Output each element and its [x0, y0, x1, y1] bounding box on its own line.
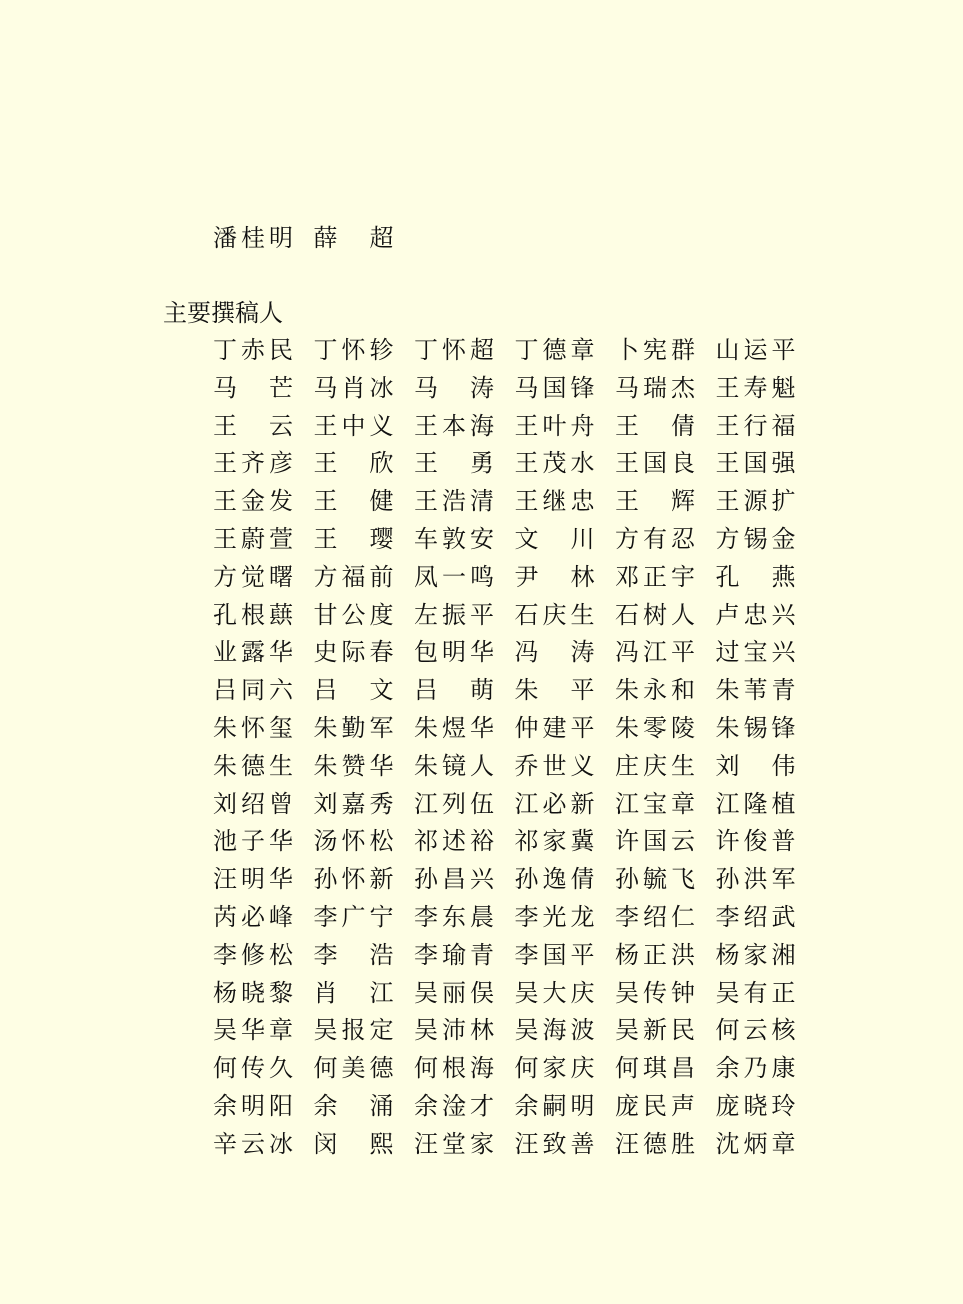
author-name: 朱德生	[213, 751, 293, 780]
author-name: 尹林	[514, 562, 595, 591]
author-name: 余嗣明	[514, 1092, 595, 1120]
author-name: 李修松	[213, 940, 293, 969]
author-name: 许俊普	[715, 827, 796, 856]
author-name: 吴有正	[715, 978, 796, 1007]
author-name: 肖江	[313, 978, 394, 1007]
author-name: 王国强	[715, 449, 796, 478]
author-name: 何琪昌	[615, 1054, 695, 1083]
author-name: 何美德	[313, 1054, 394, 1083]
author-name: 王行福	[715, 411, 796, 440]
author-name: 杨正洪	[615, 940, 695, 969]
author-name: 吕同六	[213, 676, 293, 705]
author-name: 何根海	[414, 1054, 494, 1083]
author-name: 文川	[514, 525, 595, 553]
author-name: 王继忠	[514, 487, 595, 516]
author-name: 山运平	[715, 336, 796, 364]
author-name: 吴传钟	[615, 978, 695, 1007]
author-name: 左振平	[414, 600, 494, 629]
author-name: 丁怀轸	[313, 336, 394, 364]
author-name: 卜宪群	[615, 336, 695, 364]
author-name: 庞民声	[615, 1092, 695, 1120]
author-name: 王中义	[313, 411, 394, 440]
author-name: 马芒	[213, 373, 293, 402]
author-name: 吴沛林	[414, 1016, 494, 1045]
author-name: 石庆生	[514, 600, 595, 629]
author-name: 方福前	[313, 562, 394, 591]
author-name: 王源扩	[715, 487, 796, 516]
author-name: 王勇	[414, 449, 494, 478]
author-name: 李瑜青	[414, 940, 494, 969]
author-name: 汪明华	[213, 865, 293, 894]
author-name: 朱苇青	[715, 676, 796, 705]
author-name: 李光龙	[514, 903, 595, 931]
author-name: 王茂水	[514, 449, 595, 478]
author-name: 王蔚萱	[213, 525, 293, 553]
author-name: 孙怀新	[313, 865, 394, 894]
author-name: 朱平	[514, 676, 595, 705]
author-name: 凤一鸣	[414, 562, 494, 591]
author-name: 仲建平	[514, 714, 595, 742]
author-name: 朱怀玺	[213, 714, 293, 742]
author-name: 石树人	[615, 600, 695, 629]
author-name: 何家庆	[514, 1054, 595, 1083]
author-name: 汪致善	[514, 1129, 595, 1158]
author-name: 王健	[313, 487, 394, 516]
author-name: 方有忍	[615, 525, 695, 553]
author-name: 王本海	[414, 411, 494, 440]
author-name: 朱煜华	[414, 714, 494, 742]
author-name: 吴华章	[213, 1016, 293, 1045]
author-name: 王寿魁	[715, 373, 796, 402]
author-name: 乔世义	[514, 751, 595, 780]
author-name: 朱永和	[615, 676, 695, 705]
author-name: 邓正宇	[615, 562, 695, 591]
author-name: 何云核	[715, 1016, 796, 1045]
author-name: 王辉	[615, 487, 695, 516]
author-name: 庄庆生	[615, 751, 695, 780]
author-name: 方锡金	[715, 525, 796, 553]
author-name: 孙昌兴	[414, 865, 494, 894]
author-name: 李广宁	[313, 903, 394, 931]
author-name: 丁怀超	[414, 336, 494, 364]
author-name: 闵熙	[313, 1129, 394, 1158]
author-name: 李东晨	[414, 903, 494, 931]
author-name: 王倩	[615, 411, 695, 440]
author-name: 马肖冰	[313, 373, 394, 402]
author-name: 冯江平	[615, 638, 695, 667]
author-name: 杨晓黎	[213, 978, 293, 1007]
author-name: 潘桂明	[213, 224, 293, 252]
author-name: 王金发	[213, 487, 293, 516]
author-name: 孙逸倩	[514, 865, 595, 894]
author-name: 吴报定	[313, 1016, 394, 1045]
author-name: 朱锡锋	[715, 714, 796, 742]
section-title: 主要撰稿人	[163, 299, 283, 327]
author-name: 杨家湘	[715, 940, 796, 969]
author-name: 何传久	[213, 1054, 293, 1083]
author-name: 江宝章	[615, 789, 695, 818]
author-name: 许国云	[615, 827, 695, 856]
author-name: 马国锋	[514, 373, 595, 402]
author-name: 孙毓飞	[615, 865, 695, 894]
author-name: 过宝兴	[715, 638, 796, 667]
author-name: 李国平	[514, 940, 595, 969]
author-name: 李绍武	[715, 903, 796, 931]
author-name: 李绍仁	[615, 903, 695, 931]
author-name: 吕文	[313, 676, 394, 705]
author-name: 孔燕	[715, 562, 796, 591]
author-name: 马涛	[414, 373, 494, 402]
author-name: 王国良	[615, 449, 695, 478]
author-name: 王浩清	[414, 487, 494, 516]
author-name: 余乃康	[715, 1054, 796, 1083]
author-name: 包明华	[414, 638, 494, 667]
author-name: 祁述裕	[414, 827, 494, 856]
author-name: 池子华	[213, 827, 293, 856]
author-name: 朱赞华	[313, 751, 394, 780]
author-name: 甘公度	[313, 600, 394, 629]
author-name: 余明阳	[213, 1092, 293, 1120]
author-name: 芮必峰	[213, 903, 293, 931]
author-name: 业露华	[213, 638, 293, 667]
author-name: 朱镜人	[414, 751, 494, 780]
author-name: 薛超	[313, 224, 394, 252]
author-name: 朱零陵	[615, 714, 695, 742]
author-name: 王叶舟	[514, 411, 595, 440]
author-name: 吴丽俣	[414, 978, 494, 1007]
author-name: 江列伍	[414, 789, 494, 818]
author-name: 辛云冰	[213, 1129, 293, 1158]
author-name: 王云	[213, 411, 293, 440]
author-name: 丁德章	[514, 336, 595, 364]
author-name: 吴海波	[514, 1016, 595, 1045]
author-name: 余淦才	[414, 1092, 494, 1120]
author-name: 江必新	[514, 789, 595, 818]
author-name: 刘伟	[715, 751, 796, 780]
author-name: 李浩	[313, 940, 394, 969]
author-name: 汪堂家	[414, 1129, 494, 1158]
author-name: 汤怀松	[313, 827, 394, 856]
author-name: 孔根蕻	[213, 600, 293, 629]
author-name: 卢忠兴	[715, 600, 796, 629]
author-name: 史际春	[313, 638, 394, 667]
author-name: 吴大庆	[514, 978, 595, 1007]
author-name: 汪德胜	[615, 1129, 695, 1158]
author-name: 丁赤民	[213, 336, 293, 364]
author-name: 余涌	[313, 1092, 394, 1120]
author-name: 车敦安	[414, 525, 494, 553]
author-name: 朱勤军	[313, 714, 394, 742]
author-name: 王璎	[313, 525, 394, 553]
author-name: 沈炳章	[715, 1129, 796, 1158]
author-name: 马瑞杰	[615, 373, 695, 402]
author-name: 祁家冀	[514, 827, 595, 856]
author-name: 刘嘉秀	[313, 789, 394, 818]
author-name: 刘绍曾	[213, 789, 293, 818]
author-name: 江隆植	[715, 789, 796, 818]
author-name: 王齐彦	[213, 449, 293, 478]
author-name: 孙洪军	[715, 865, 796, 894]
author-name: 王欣	[313, 449, 394, 478]
author-name: 方觉曙	[213, 562, 293, 591]
author-name: 庞晓玲	[715, 1092, 796, 1120]
author-name: 吕萌	[414, 676, 494, 705]
author-name: 冯涛	[514, 638, 595, 667]
author-name: 吴新民	[615, 1016, 695, 1045]
